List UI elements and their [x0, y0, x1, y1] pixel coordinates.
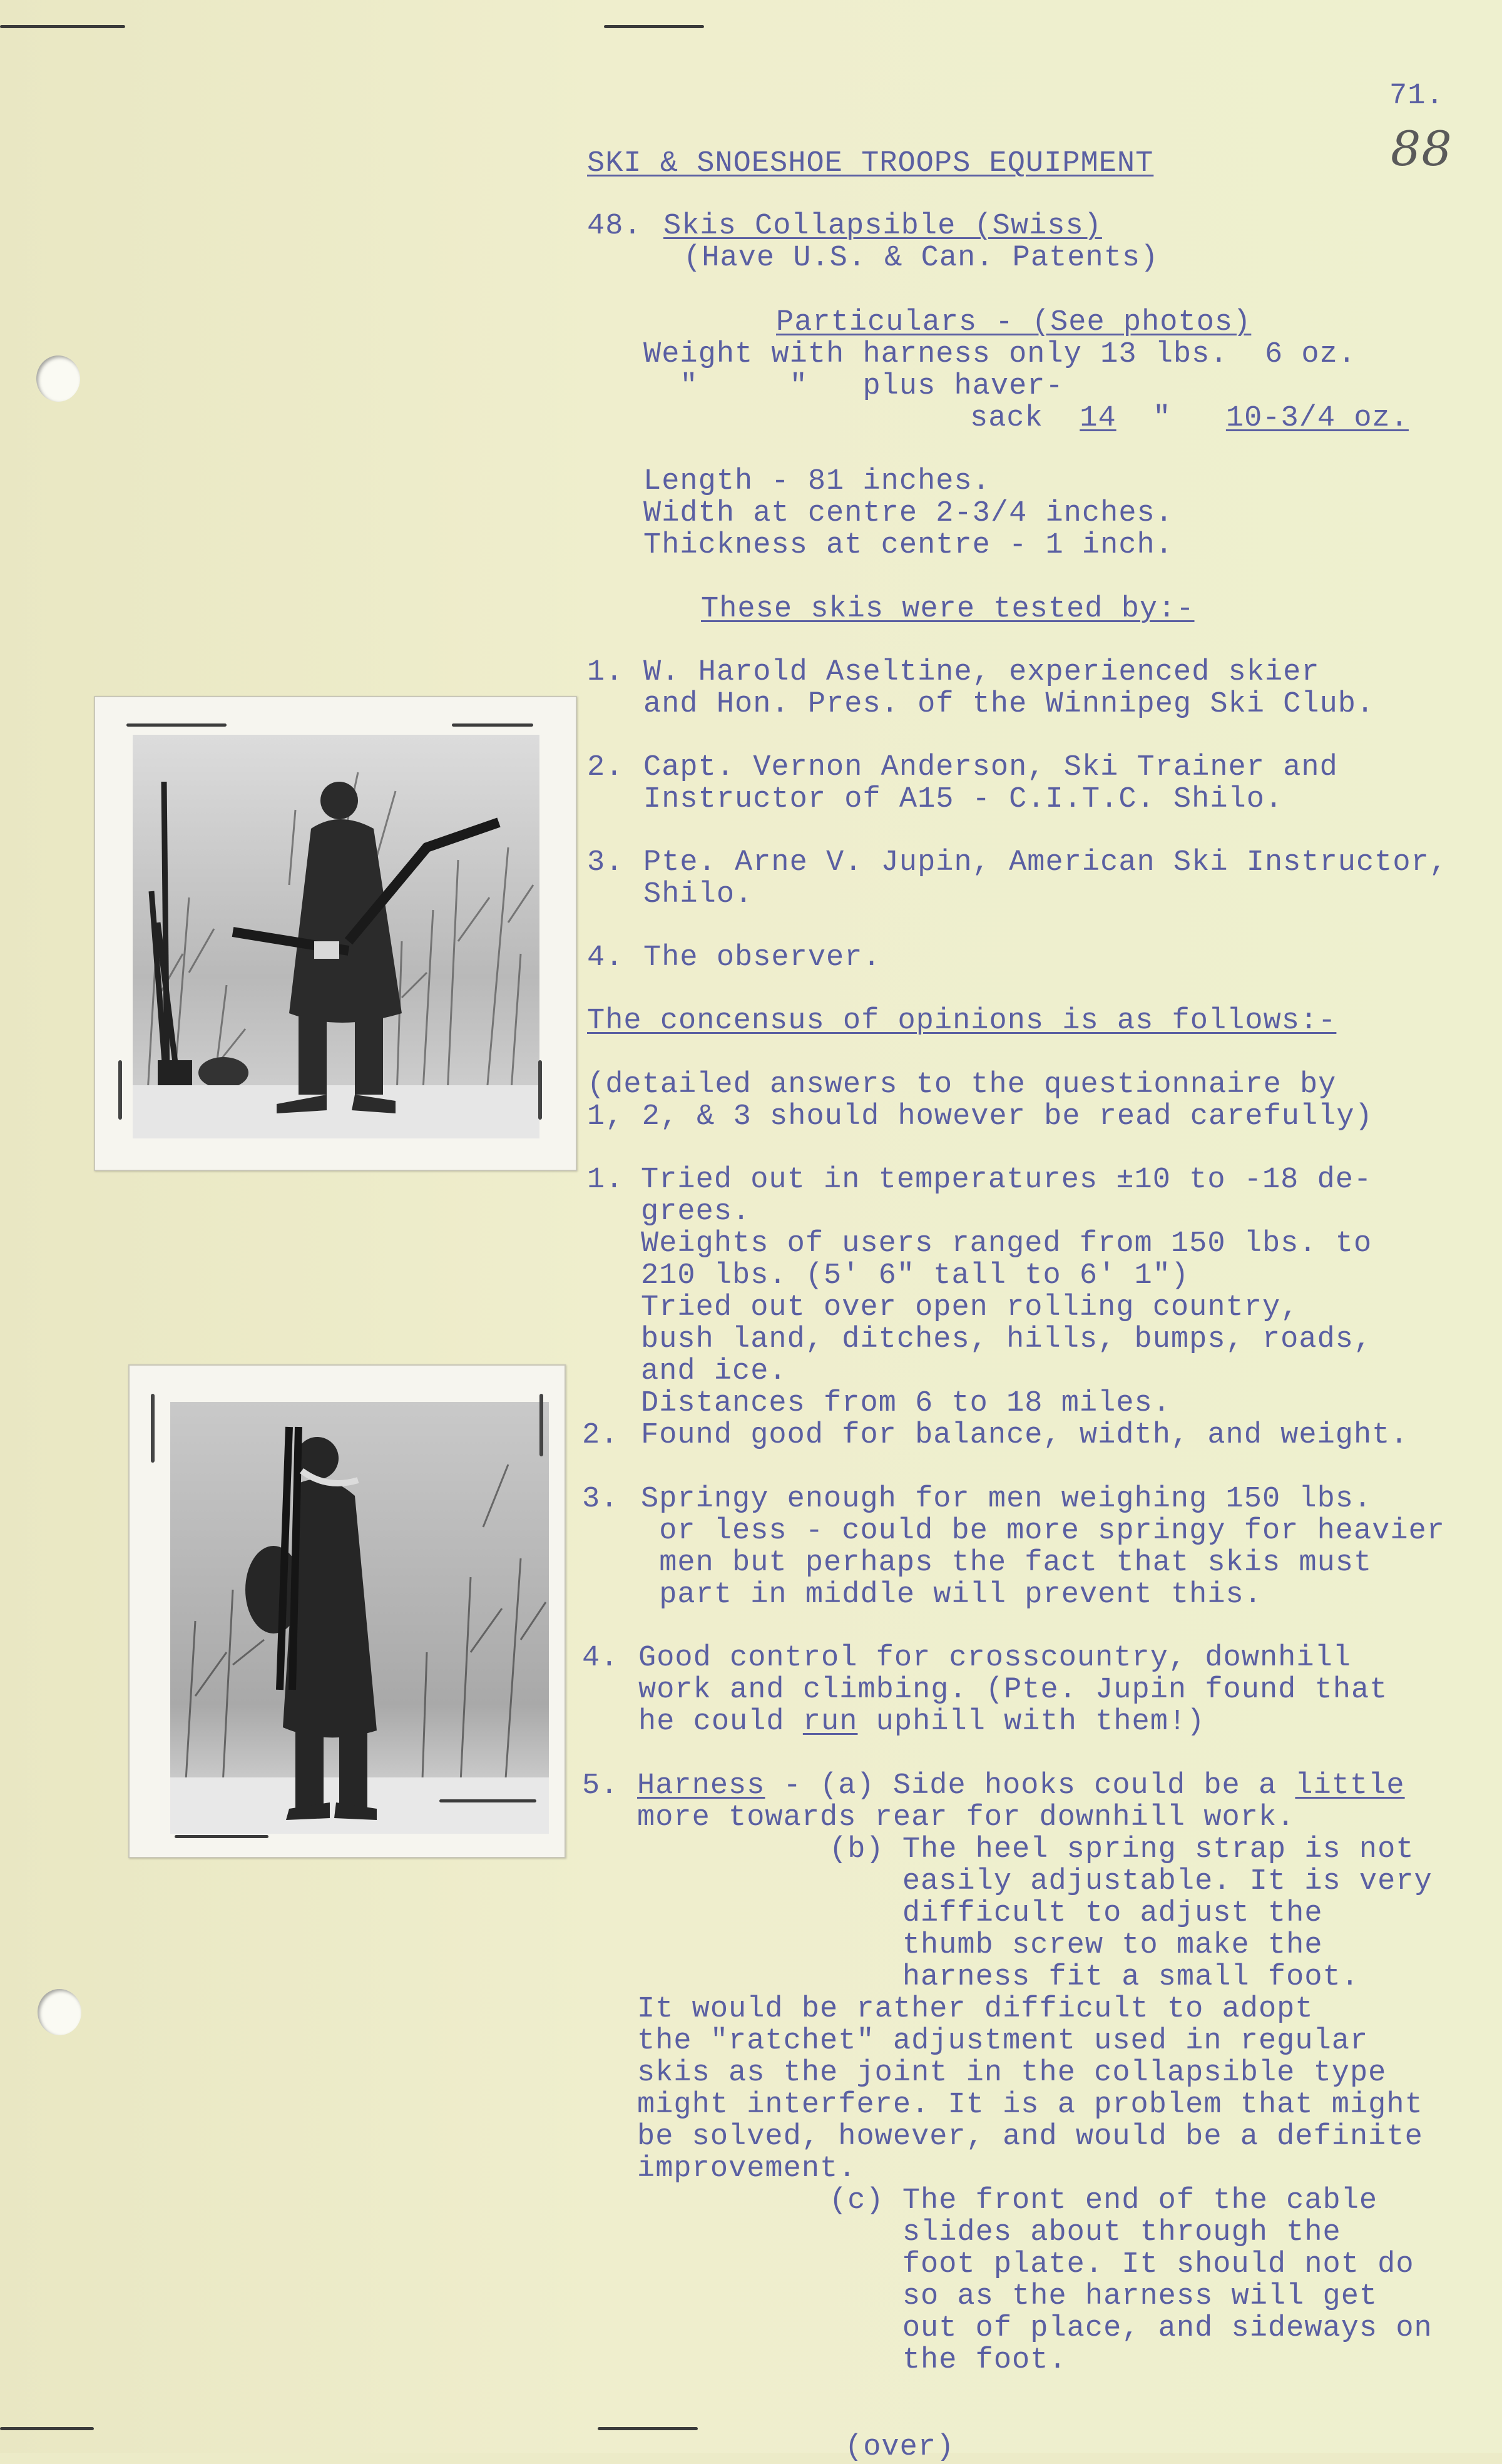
thickness: Thickness at centre - 1 inch. — [643, 529, 1173, 562]
weight-oz: 10-3/4 oz. — [1225, 402, 1409, 435]
punch-hole-bottom — [38, 1989, 81, 2035]
finding-1-number: 1. — [587, 1163, 624, 1197]
harness-mid-line-4: might interfere. It is a problem that might — [637, 2088, 1423, 2122]
finding-3-line-3: men but perhaps the fact that skis must — [641, 1546, 1372, 1580]
item-name: Skis Collapsible (Swiss) — [663, 210, 1102, 243]
harness-a-line-2: more towards rear for downhill work. — [637, 1801, 1295, 1834]
tester-1-line-1: W. Harold Aseltine, experienced skier — [643, 656, 1320, 689]
harness-mid-line-3: skis as the joint in the collapsible type — [637, 2057, 1387, 2090]
weight-line-3 — [970, 402, 1409, 434]
handwritten-page-number: 88 — [1391, 121, 1453, 176]
photo-1-staple-right — [538, 1060, 542, 1120]
finding-3-line-4: part in middle will prevent this. — [641, 1578, 1262, 1612]
photo-2-staple-bottom-right — [439, 1799, 536, 1802]
finding-4-line-3-end: uphill with them!) — [857, 1705, 1205, 1739]
finding-4-line-1: Good control for crosscountry, downhill — [638, 1642, 1351, 1675]
staple-bottom-center — [598, 2427, 698, 2430]
photo-1-staple-left — [118, 1060, 122, 1120]
harness-b-line-4: thumb screw to make the — [829, 1929, 1323, 1962]
harness-b-line-3: difficult to adjust the — [829, 1897, 1323, 1930]
tester-1-line-2: and Hon. Pres. of the Winnipeg Ski Club. — [643, 688, 1375, 721]
consensus-note-line-1: (detailed answers to the questionnaire by — [587, 1068, 1337, 1102]
tester-3-line-1: Pte. Arne V. Jupin, American Ski Instructor, — [643, 846, 1448, 879]
consensus-note-line-2: 1, 2, & 3 should however be read carefully) — [587, 1100, 1373, 1133]
photo-2-drawing — [170, 1402, 549, 1834]
staple-bottom-left — [0, 2427, 94, 2430]
weight-line-2: " " plus haver- — [643, 370, 1064, 403]
tester-2-line-1: Capt. Vernon Anderson, Ski Trainer and — [643, 751, 1338, 784]
footer-over: (over) — [845, 2431, 955, 2464]
finding-1-line-7: and ice. — [641, 1355, 787, 1388]
finding-1-line-2: grees. — [641, 1195, 751, 1229]
particulars-heading: Particulars - (See photos) — [776, 306, 1252, 339]
photo-1-image — [133, 735, 539, 1138]
finding-3-number: 3. — [582, 1483, 619, 1516]
photo-1-drawing — [133, 735, 539, 1138]
harness-c-line-5: out of place, and sideways on — [829, 2312, 1433, 2345]
weight-lbs: 14 — [1080, 402, 1116, 435]
finding-4-line-3-start: he could — [638, 1705, 803, 1739]
harness-mid-line-5: be solved, however, and would be a definite — [637, 2120, 1423, 2154]
finding-4-number: 4. — [582, 1642, 619, 1675]
staple-top-left — [0, 25, 125, 28]
tester-4-line-1: The observer. — [643, 941, 881, 974]
finding-4-line-3 — [638, 1706, 1205, 1738]
weight-ditto: " — [1116, 402, 1226, 435]
weight-line-1: Weight with harness only 13 lbs. 6 oz. — [643, 338, 1356, 371]
item-patents: (Have U.S. & Can. Patents) — [683, 242, 1159, 275]
harness-c-line-6: the foot. — [829, 2344, 1067, 2377]
photo-1-staple-top-left — [126, 723, 227, 727]
harness-b-line-2: easily adjustable. It is very — [829, 1865, 1433, 1898]
tester-2-number: 2. — [587, 751, 624, 784]
harness-c-line-3: foot plate. It should not do — [829, 2248, 1414, 2281]
tester-1-number: 1. — [587, 656, 624, 689]
finding-1-line-8: Distances from 6 to 18 miles. — [641, 1387, 1171, 1420]
testers-heading: These skis were tested by:- — [701, 593, 1195, 626]
finding-1-line-3: Weights of users ranged from 150 lbs. to — [641, 1227, 1372, 1260]
length: Length - 81 inches. — [643, 465, 991, 498]
finding-3-line-1: Springy enough for men weighing 150 lbs. — [641, 1483, 1372, 1516]
harness-b-line-5: harness fit a small foot. — [829, 1961, 1359, 1994]
photo-soldier-assembling-skis — [94, 696, 577, 1171]
finding-1-line-6: bush land, ditches, hills, bumps, roads, — [641, 1323, 1372, 1356]
photo-2-staple-right — [539, 1394, 543, 1456]
punch-hole-top — [36, 355, 80, 402]
harness-a-little: little — [1295, 1769, 1405, 1802]
page-number: 71. — [1389, 79, 1444, 113]
consensus-heading: The concensus of opinions is as follows:- — [587, 1005, 1337, 1038]
tester-2-line-2: Instructor of A15 - C.I.T.C. Shilo. — [643, 783, 1284, 816]
harness-b-line-1: (b) The heel spring strap is not — [829, 1833, 1414, 1866]
width: Width at centre 2-3/4 inches. — [643, 497, 1173, 530]
finding-2-text: Found good for balance, width, and weight. — [641, 1419, 1409, 1452]
weight-line-3-prefix: sack — [970, 402, 1080, 435]
finding-1-line-4: 210 lbs. (5' 6" tall to 6' 1") — [641, 1259, 1190, 1292]
finding-5-line-1 — [637, 1770, 1405, 1802]
photo-2-staple-left — [151, 1394, 155, 1463]
finding-4-run: run — [802, 1705, 858, 1739]
tester-4-number: 4. — [587, 941, 624, 974]
harness-c-line-4: so as the harness will get — [829, 2280, 1378, 2313]
harness-c-line-1: (c) The front end of the cable — [829, 2184, 1378, 2217]
photo-2-staple-bottom-left — [175, 1835, 268, 1838]
finding-2-number: 2. — [582, 1419, 619, 1452]
harness-c-line-2: slides about through the — [829, 2216, 1341, 2249]
staple-top-center — [604, 25, 704, 28]
photo-soldier-carrying-skis — [128, 1364, 566, 1858]
finding-5-number: 5. — [582, 1769, 619, 1802]
document-title: SKI & SNOESHOE TROOPS EQUIPMENT — [587, 147, 1154, 180]
harness-a-start: - (a) Side hooks could be a — [765, 1769, 1295, 1802]
harness-mid-line-1: It would be rather difficult to adopt — [637, 1993, 1314, 2026]
harness-mid-line-6: improvement. — [637, 2152, 857, 2185]
harness-mid-line-2: the "ratchet" adjustment used in regular — [637, 2025, 1369, 2058]
harness-heading: Harness — [637, 1769, 765, 1802]
item-number: 48. — [587, 210, 642, 243]
tester-3-number: 3. — [587, 846, 624, 879]
finding-3-line-2: or less - could be more springy for heavier — [641, 1515, 1446, 1548]
finding-1-line-5: Tried out over open rolling country, — [641, 1291, 1299, 1324]
tester-3-line-2: Shilo. — [643, 878, 754, 911]
photo-1-staple-top-right — [452, 723, 533, 727]
finding-4-line-2: work and climbing. (Pte. Jupin found that — [638, 1674, 1388, 1707]
photo-2-image — [170, 1402, 549, 1834]
finding-1-line-1: Tried out in temperatures ±10 to -18 de- — [641, 1163, 1372, 1197]
